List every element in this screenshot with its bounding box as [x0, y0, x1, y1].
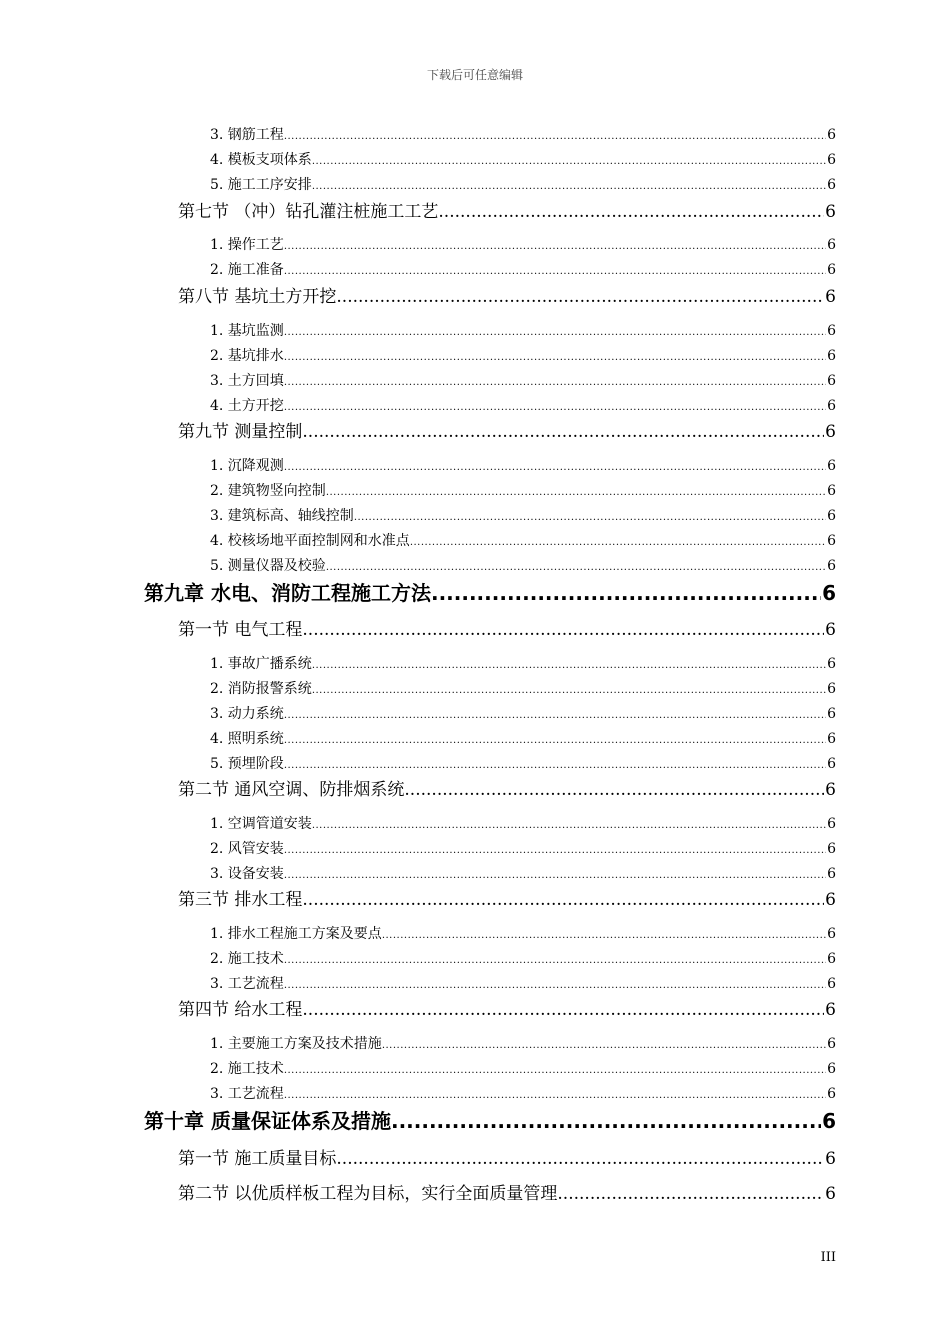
- toc-subsection-entry[interactable]: [210, 370, 836, 390]
- toc-dot-leader: [312, 156, 826, 167]
- toc-entry-label: 第十章 质量保证体系及措施: [144, 1109, 391, 1133]
- toc-dot-leader: [302, 422, 824, 442]
- toc-dot-leader: [284, 980, 826, 991]
- toc-subsection-entry[interactable]: [210, 455, 836, 475]
- toc-entry-page: 6: [827, 731, 836, 747]
- toc-subsection-entry[interactable]: [210, 653, 836, 673]
- toc-subsection-entry[interactable]: [210, 678, 836, 698]
- toc-dot-leader: [326, 487, 826, 498]
- toc-dot-leader: [312, 820, 826, 831]
- toc-subsection-entry[interactable]: [210, 345, 836, 365]
- toc-dot-leader: [284, 352, 826, 363]
- toc-dot-leader: [404, 780, 824, 800]
- toc-dot-leader: [284, 377, 826, 388]
- toc-entry-label: 第四节 给水工程: [178, 1000, 303, 1020]
- toc-entry-label: 1. 沉降观测: [210, 458, 284, 474]
- toc-dot-leader: [557, 1184, 824, 1204]
- toc-dot-leader: [284, 735, 826, 746]
- toc-entry-page: 6: [827, 177, 836, 193]
- toc-entry-label: 第七节 （冲）钻孔灌注桩施工工艺: [178, 202, 439, 222]
- toc-entry-label: 5. 预埋阶段: [210, 756, 284, 772]
- toc-entry-label: 4. 土方开挖: [210, 398, 284, 414]
- toc-dot-leader: [284, 955, 826, 966]
- toc-entry-page: 6: [825, 620, 836, 640]
- toc-entry-label: 3. 建筑标高、轴线控制: [210, 508, 354, 524]
- toc-entry-page: 6: [827, 681, 836, 697]
- toc-subsection-entry[interactable]: [210, 923, 836, 943]
- toc-entry-label: 2. 施工技术: [210, 1061, 284, 1077]
- toc-entry-page: 6: [827, 951, 836, 967]
- toc-entry-page: 6: [827, 398, 836, 414]
- toc-subsection-entry[interactable]: [210, 530, 836, 550]
- toc-section-entry[interactable]: [178, 775, 836, 800]
- toc-entry-page: 6: [827, 1036, 836, 1052]
- toc-subsection-entry[interactable]: [210, 124, 836, 144]
- toc-dot-leader: [284, 760, 826, 771]
- page-header: 下载后可任意编辑: [426, 68, 523, 82]
- toc-subsection-entry[interactable]: [210, 480, 836, 500]
- toc-dot-leader: [382, 930, 826, 941]
- toc-chapter-entry[interactable]: [144, 1105, 836, 1134]
- toc-subsection-entry[interactable]: [210, 259, 836, 279]
- toc-entry-page: 6: [827, 656, 836, 672]
- toc-entry-label: 3. 工艺流程: [210, 1086, 284, 1102]
- toc-entry-label: 第三节 排水工程: [178, 890, 303, 910]
- toc-entry-page: 6: [827, 926, 836, 942]
- toc-entry-label: 第二节 通风空调、防排烟系统: [178, 780, 405, 800]
- toc-entry-label: 第二节 以优质样板工程为目标，实行全面质量管理: [178, 1184, 558, 1204]
- toc-subsection-entry[interactable]: [210, 728, 836, 748]
- toc-entry-page: 6: [827, 976, 836, 992]
- toc-entry-page: 6: [822, 1109, 836, 1133]
- toc-subsection-entry[interactable]: [210, 395, 836, 415]
- toc-entry-page: 6: [825, 1149, 836, 1169]
- toc-entry-label: 第八节 基坑土方开挖: [178, 287, 337, 307]
- toc-entry-page: 6: [827, 756, 836, 772]
- toc-entry-label: 1. 操作工艺: [210, 237, 284, 253]
- toc-entry-page: 6: [827, 373, 836, 389]
- toc-entry-page: 6: [827, 841, 836, 857]
- toc-entry-page: 6: [827, 866, 836, 882]
- toc-dot-leader: [284, 241, 826, 252]
- toc-dot-leader: [284, 870, 826, 881]
- toc-subsection-entry[interactable]: [210, 753, 836, 773]
- page-number: III: [820, 1250, 836, 1265]
- toc-chapter-entry[interactable]: [144, 577, 836, 606]
- toc-subsection-entry[interactable]: [210, 320, 836, 340]
- toc-entry-label: 4. 模板支项体系: [210, 152, 312, 168]
- toc-dot-leader: [284, 710, 826, 721]
- toc-subsection-entry[interactable]: [210, 838, 836, 858]
- toc-section-entry[interactable]: [178, 417, 836, 442]
- toc-entry-label: 4. 照明系统: [210, 731, 284, 747]
- toc-entry-page: 6: [827, 348, 836, 364]
- toc-dot-leader: [312, 685, 826, 696]
- toc-entry-page: 6: [827, 1086, 836, 1102]
- toc-entry-page: 6: [827, 816, 836, 832]
- toc-subsection-entry[interactable]: [210, 813, 836, 833]
- toc-entry-page: 6: [825, 422, 836, 442]
- toc-entry-page: 6: [822, 581, 836, 605]
- toc-entry-page: 6: [827, 323, 836, 339]
- toc-dot-leader: [284, 1065, 826, 1076]
- toc-entry-label: 5. 测量仪器及校验: [210, 558, 326, 574]
- toc-entry-page: 6: [825, 202, 836, 222]
- toc-subsection-entry[interactable]: [210, 1058, 836, 1078]
- toc-subsection-entry[interactable]: [210, 174, 836, 194]
- toc-dot-leader: [382, 1040, 826, 1051]
- toc-entry-label: 5. 施工工序安排: [210, 177, 312, 193]
- toc-dot-leader: [284, 845, 826, 856]
- toc-entry-page: 6: [825, 780, 836, 800]
- toc-entry-label: 1. 基坑监测: [210, 323, 284, 339]
- toc-entry-label: 3. 设备安装: [210, 866, 284, 882]
- toc-entry-label: 2. 风管安装: [210, 841, 284, 857]
- toc-dot-leader: [312, 660, 826, 671]
- toc-dot-leader: [302, 620, 824, 640]
- toc-entry-label: 3. 动力系统: [210, 706, 284, 722]
- toc-entry-page: 6: [827, 262, 836, 278]
- toc-entry-label: 第九章 水电、消防工程施工方法: [144, 581, 431, 605]
- toc-dot-leader: [284, 1090, 826, 1101]
- toc-subsection-entry[interactable]: [210, 948, 836, 968]
- toc-entry-page: 6: [827, 508, 836, 524]
- toc-entry-label: 3. 钢筋工程: [210, 127, 284, 143]
- toc-entry-label: 2. 基坑排水: [210, 348, 284, 364]
- toc-section-entry[interactable]: [178, 1144, 836, 1169]
- toc-entry-label: 1. 事故广播系统: [210, 656, 312, 672]
- toc-dot-leader: [410, 537, 826, 548]
- toc-entry-label: 第一节 施工质量目标: [178, 1149, 337, 1169]
- toc-subsection-entry[interactable]: [210, 1033, 836, 1053]
- toc-dot-leader: [336, 1149, 824, 1169]
- toc-dot-leader: [284, 462, 826, 473]
- toc-entry-page: 6: [827, 706, 836, 722]
- toc-entry-page: 6: [827, 127, 836, 143]
- toc-subsection-entry[interactable]: [210, 1083, 836, 1103]
- toc-subsection-entry[interactable]: [210, 234, 836, 254]
- toc-dot-leader: [354, 512, 826, 523]
- toc-entry-page: 6: [827, 458, 836, 474]
- toc-entry-page: 6: [827, 237, 836, 253]
- toc-entry-label: 2. 建筑物竖向控制: [210, 483, 326, 499]
- toc-subsection-entry[interactable]: [210, 973, 836, 993]
- toc-dot-leader: [431, 581, 821, 605]
- toc-section-entry[interactable]: [178, 197, 836, 222]
- toc-entry-page: 6: [827, 533, 836, 549]
- toc-dot-leader: [326, 562, 826, 573]
- toc-dot-leader: [312, 181, 826, 192]
- toc-subsection-entry[interactable]: [210, 863, 836, 883]
- toc-dot-leader: [284, 131, 826, 142]
- toc-entry-page: 6: [827, 558, 836, 574]
- toc-section-entry[interactable]: [178, 615, 836, 640]
- toc-entry-page: 6: [825, 1000, 836, 1020]
- toc-entry-label: 3. 土方回填: [210, 373, 284, 389]
- toc-entry-label: 2. 消防报警系统: [210, 681, 312, 697]
- toc-entry-label: 2. 施工技术: [210, 951, 284, 967]
- toc-entry-page: 6: [825, 1184, 836, 1204]
- toc-entry-label: 第九节 测量控制: [178, 422, 303, 442]
- toc-dot-leader: [284, 266, 826, 277]
- toc-subsection-entry[interactable]: [210, 703, 836, 723]
- toc-entry-page: 6: [827, 483, 836, 499]
- toc-entry-label: 2. 施工准备: [210, 262, 284, 278]
- toc-subsection-entry[interactable]: [210, 149, 836, 169]
- toc-entry-page: 6: [825, 287, 836, 307]
- toc-subsection-entry[interactable]: [210, 555, 836, 575]
- toc-entry-label: 1. 空调管道安装: [210, 816, 312, 832]
- toc-section-entry[interactable]: [178, 282, 836, 307]
- toc-subsection-entry[interactable]: [210, 505, 836, 525]
- toc-dot-leader: [438, 202, 824, 222]
- toc-entry-page: 6: [827, 152, 836, 168]
- toc-dot-leader: [302, 1000, 824, 1020]
- toc-entry-label: 4. 校核场地平面控制网和水准点: [210, 533, 410, 549]
- toc-dot-leader: [284, 327, 826, 338]
- toc-dot-leader: [336, 287, 824, 307]
- toc-dot-leader: [302, 890, 824, 910]
- toc-section-entry[interactable]: [178, 1179, 836, 1204]
- toc-entry-label: 第一节 电气工程: [178, 620, 303, 640]
- toc-section-entry[interactable]: [178, 885, 836, 910]
- toc-dot-leader: [391, 1109, 821, 1133]
- toc-section-entry[interactable]: [178, 995, 836, 1020]
- toc-dot-leader: [284, 402, 826, 413]
- toc-entry-label: 1. 主要施工方案及技术措施: [210, 1036, 382, 1052]
- toc-entry-label: 1. 排水工程施工方案及要点: [210, 926, 382, 942]
- toc-entry-page: 6: [825, 890, 836, 910]
- toc-entry-page: 6: [827, 1061, 836, 1077]
- toc-entry-label: 3. 工艺流程: [210, 976, 284, 992]
